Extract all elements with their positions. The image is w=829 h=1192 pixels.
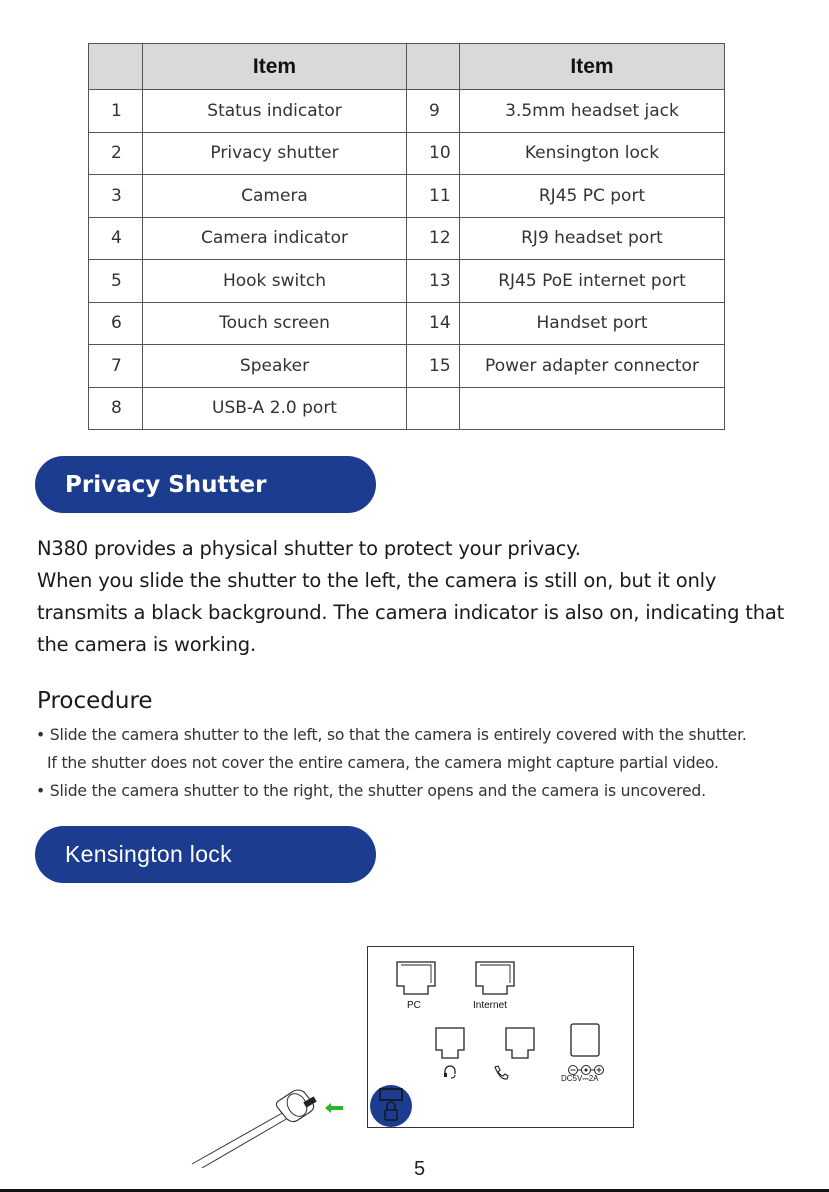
parts-table <box>88 43 725 430</box>
header-num-left <box>89 44 143 90</box>
headset-icon <box>442 1064 458 1080</box>
item-number: 4 <box>89 217 143 260</box>
privacy-paragraph: When you slide the shutter to the left, the camera is still on, but it only transmits a black background. The camera indicator is also on, indicating that the camera is working. <box>37 569 785 656</box>
table-row <box>89 387 725 430</box>
privacy-paragraph: N380 provides a physical shutter to protect your privacy. <box>37 537 581 560</box>
power-jack-icon <box>570 1023 600 1057</box>
item-name: RJ45 PoE internet port <box>460 260 725 303</box>
procedure-step-note: If the shutter does not cover the entire camera, the camera might capture partial video. <box>47 754 719 772</box>
rj45-port-icon <box>474 960 516 998</box>
item-number: 11 <box>407 175 460 218</box>
item-name: 3.5mm headset jack <box>460 90 725 133</box>
kensington-cable-icon <box>188 1082 324 1168</box>
rj9-port-icon <box>504 1026 536 1062</box>
header-item-left: Item <box>143 44 407 90</box>
item-name: Touch screen <box>143 302 407 345</box>
item-number: 10 <box>407 132 460 175</box>
table-row <box>89 132 725 175</box>
item-number: 9 <box>407 90 460 133</box>
handset-icon <box>492 1064 510 1082</box>
kensington-lock-heading: Kensington lock <box>35 826 376 883</box>
item-number: 2 <box>89 132 143 175</box>
item-name: Speaker <box>143 345 407 388</box>
header-num-right <box>407 44 460 90</box>
table-row <box>89 260 725 303</box>
table-row <box>89 217 725 260</box>
item-number: 3 <box>89 175 143 218</box>
item-name: Status indicator <box>143 90 407 133</box>
pc-port-label: PC <box>407 1000 421 1011</box>
item-name: Camera indicator <box>143 217 407 260</box>
table-row <box>89 345 725 388</box>
item-name: Privacy shutter <box>143 132 407 175</box>
table-row <box>89 90 725 133</box>
item-number: 14 <box>407 302 460 345</box>
item-number <box>407 387 460 430</box>
table-row <box>89 302 725 345</box>
item-name: Kensington lock <box>460 132 725 175</box>
item-name: Hook switch <box>143 260 407 303</box>
item-number: 6 <box>89 302 143 345</box>
internet-port-label: Internet <box>473 1000 507 1011</box>
item-number: 5 <box>89 260 143 303</box>
rj9-port-icon <box>434 1026 466 1062</box>
header-item-right: Item <box>460 44 725 90</box>
page-number: 5 <box>414 1158 426 1180</box>
procedure-list <box>36 721 826 805</box>
item-name <box>460 387 725 430</box>
arrow-left-icon <box>324 1102 344 1114</box>
lock-icon <box>370 1084 412 1128</box>
item-number: 12 <box>407 217 460 260</box>
item-number: 13 <box>407 260 460 303</box>
item-name: Camera <box>143 175 407 218</box>
rj45-port-icon <box>395 960 437 998</box>
item-number: 7 <box>89 345 143 388</box>
item-name: Power adapter connector <box>460 345 725 388</box>
item-name: Handset port <box>460 302 725 345</box>
item-number: 15 <box>407 345 460 388</box>
item-number: 8 <box>89 387 143 430</box>
procedure-step: • Slide the camera shutter to the left, so that the camera is entirely covered with the shutter. <box>36 726 747 744</box>
item-name: RJ45 PC port <box>460 175 725 218</box>
item-number: 1 <box>89 90 143 133</box>
table-header-row <box>89 44 725 90</box>
privacy-body <box>37 533 807 661</box>
procedure-step: • Slide the camera shutter to the right, the shutter opens and the camera is uncovered. <box>36 782 706 800</box>
procedure-title: Procedure <box>37 688 153 714</box>
power-rating-label: DC5V⎓2A <box>561 1074 599 1083</box>
table-row <box>89 175 725 218</box>
item-name: USB-A 2.0 port <box>143 387 407 430</box>
item-name: RJ9 headset port <box>460 217 725 260</box>
privacy-shutter-heading: Privacy Shutter <box>35 456 376 513</box>
